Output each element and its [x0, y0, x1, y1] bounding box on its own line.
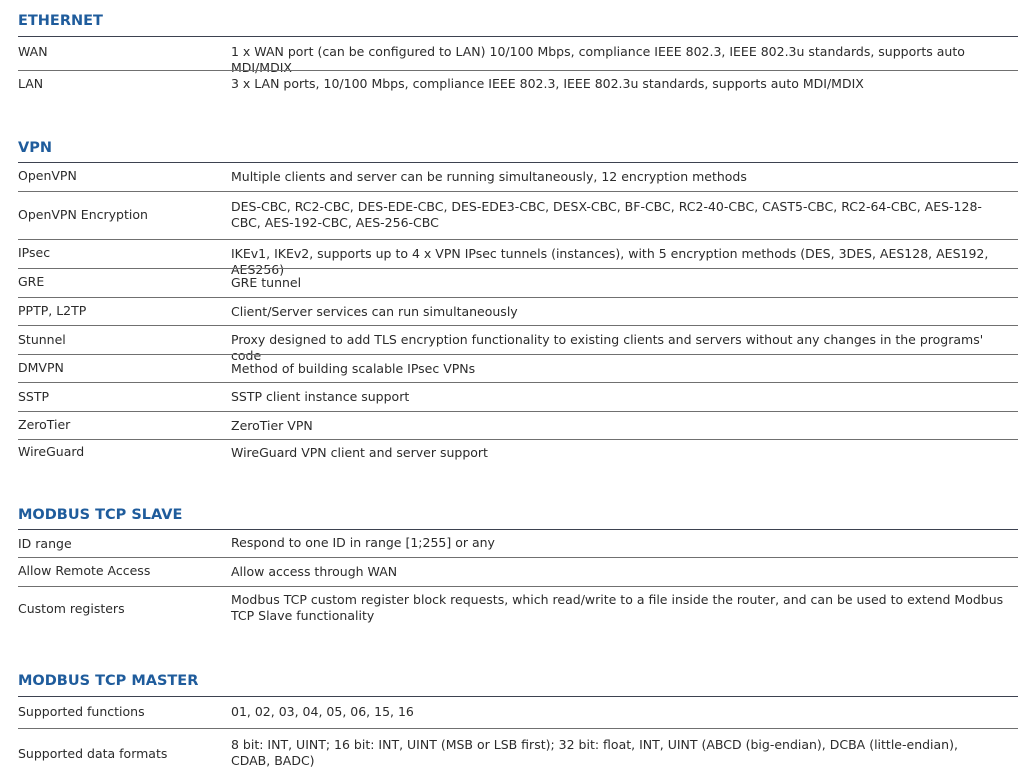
- section-divider: [18, 696, 1018, 697]
- row-value: 3 x LAN ports, 10/100 Mbps, compliance IEEE 802.3, IEEE 802.3u standards, supports auto MDI/MDIX: [231, 76, 864, 91]
- row-divider: [18, 439, 1018, 440]
- row-divider: [18, 354, 1018, 355]
- row-value: SSTP client instance support: [231, 389, 410, 404]
- row-value: Method of building scalable IPsec VPNs: [231, 361, 476, 376]
- row-divider: [18, 411, 1018, 412]
- row-divider: [18, 297, 1018, 298]
- row-value: GRE tunnel: [231, 275, 302, 290]
- row-label: Supported data formats: [18, 746, 168, 761]
- row-label: Supported functions: [18, 704, 145, 719]
- row-value: Multiple clients and server can be running simultaneously, 12 encryption methods: [231, 169, 747, 184]
- row-value: 1 x WAN port (can be configured to LAN) 10/100 Mbps, compliance IEEE 802.3, IEEE 802.3u standards, supports auto MDI/MDIX: [231, 44, 965, 75]
- row-label: GRE: [18, 274, 45, 289]
- row-label: DMVPN: [18, 360, 64, 375]
- row-label: Allow Remote Access: [18, 563, 151, 578]
- row-label: WAN: [18, 44, 48, 59]
- row-label: LAN: [18, 76, 44, 91]
- row-value: DES-CBC, RC2-CBC, DES-EDE-CBC, DES-EDE3-CBC, DESX-CBC, BF-CBC, RC2-40-CBC, CAST5-CBC, RC2-64-CBC, AES-128-CBC, AES-192-CBC, AES-256-CBC: [231, 199, 982, 230]
- row-value: Respond to one ID in range [1;255] or any: [231, 535, 495, 550]
- row-label: Custom registers: [18, 601, 125, 616]
- row-divider: [18, 191, 1018, 192]
- row-label: OpenVPN Encryption: [18, 207, 148, 222]
- row-value: 8 bit: INT, UINT; 16 bit: INT, UINT (MSB or LSB first); 32 bit: float, INT, UINT (ABCD (big-endian), DCBA (little-endian), CDAB, BADC): [231, 737, 958, 768]
- row-divider: [18, 586, 1018, 587]
- row-label: ZeroTier: [18, 417, 71, 432]
- row-value: Allow access through WAN: [231, 564, 398, 579]
- section-title: VPN: [18, 140, 52, 156]
- row-divider: [18, 382, 1018, 383]
- section-title: ETHERNET: [18, 13, 103, 29]
- row-value: IKEv1, IKEv2, supports up to 4 x VPN IPsec tunnels (instances), with 5 encryption methods (DES, 3DES, AES128, AES192, AES256): [231, 246, 989, 277]
- row-label: WireGuard: [18, 444, 85, 459]
- row-value: 01, 02, 03, 04, 05, 06, 15, 16: [231, 704, 414, 719]
- section-divider: [18, 162, 1018, 163]
- row-divider: [18, 268, 1018, 269]
- row-label: SSTP: [18, 389, 50, 404]
- row-divider: [18, 70, 1018, 71]
- section-title: MODBUS TCP SLAVE: [18, 507, 183, 523]
- row-label: OpenVPN: [18, 168, 77, 183]
- section-divider: [18, 529, 1018, 530]
- row-label: PPTP, L2TP: [18, 303, 87, 318]
- row-divider: [18, 325, 1018, 326]
- row-value: ZeroTier VPN: [231, 418, 313, 433]
- section-divider: [18, 36, 1018, 37]
- row-value: Modbus TCP custom register block requests, which read/write to a file inside the router, and can be used to extend Modbus TCP Slave functionality: [231, 592, 1004, 623]
- row-label: Stunnel: [18, 332, 66, 347]
- row-divider: [18, 728, 1018, 729]
- row-value: WireGuard VPN client and server support: [231, 445, 488, 460]
- row-value: Client/Server services can run simultaneously: [231, 304, 518, 319]
- row-value: Proxy designed to add TLS encryption functionality to existing clients and servers without any changes in the programs' code: [231, 332, 984, 363]
- row-label: IPsec: [18, 245, 51, 260]
- row-divider: [18, 557, 1018, 558]
- section-title: MODBUS TCP MASTER: [18, 673, 199, 689]
- row-divider: [18, 239, 1018, 240]
- row-label: ID range: [18, 536, 72, 551]
